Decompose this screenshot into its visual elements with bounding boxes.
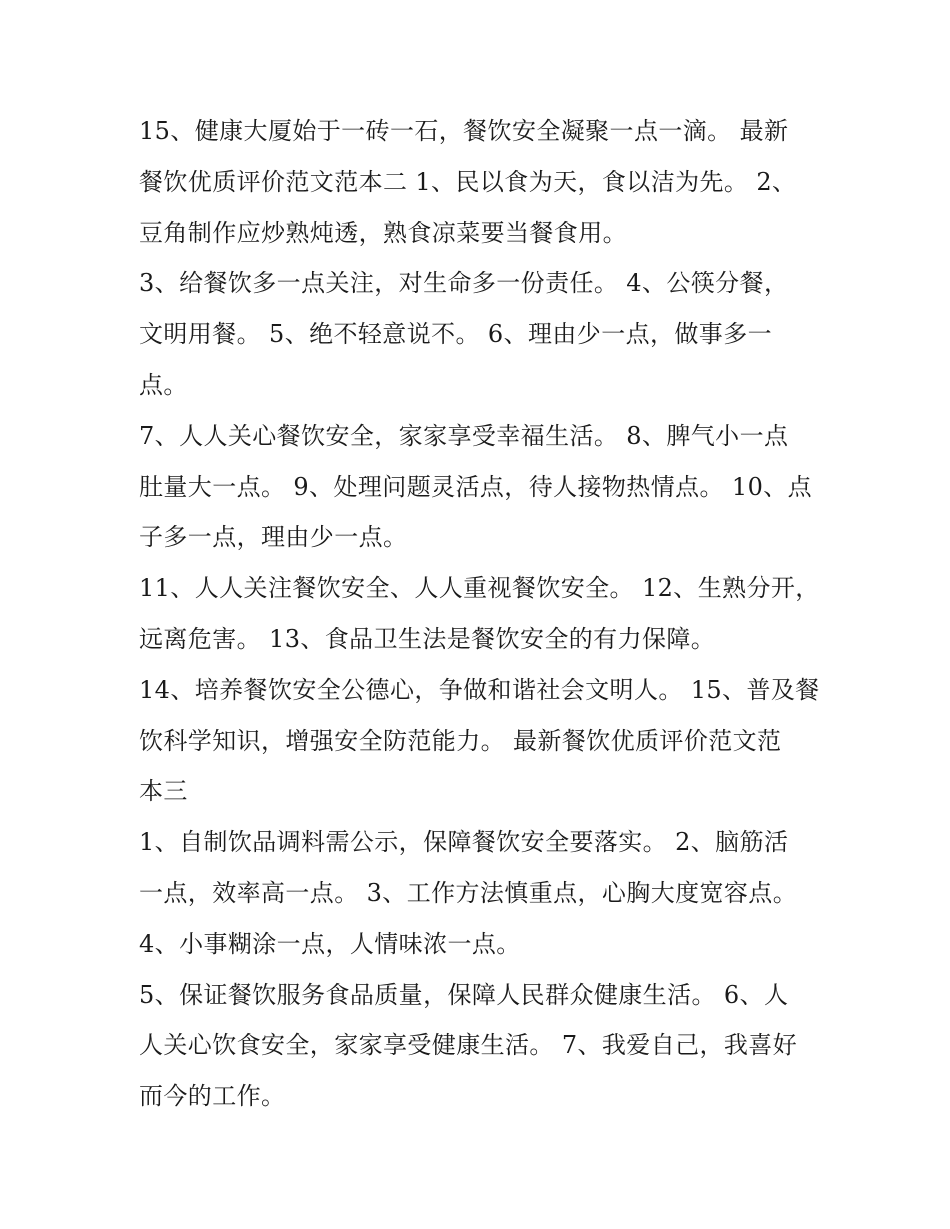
text-line: 餐饮优质评价范文范本二 1、民以食为天，食以洁为先。 2、 [139, 167, 797, 196]
text-line: 15、健康大厦始于一砖一石，餐饮安全凝聚一点一滴。 最新 [139, 117, 789, 145]
text-line: 人关心饮食安全，家家享受健康生活。 7、我爱自己，我喜好 [139, 1031, 798, 1060]
text-line: 豆角制作应炒熟炖透，熟食凉菜要当餐食用。 [139, 218, 627, 247]
text-line: 14、培养餐饮安全公德心，争做和谐社会文明人。 15、普及餐 [139, 675, 820, 704]
text-line: 文明用餐。 5、绝不轻意说不。 6、理由少一点，做事多一 [139, 320, 772, 349]
text-line: 本三 [139, 777, 188, 806]
text-line: 子多一点，理由少一点。 [139, 523, 408, 552]
text-line: 远离危害。 13、食品卫生法是餐饮安全的有力保障。 [139, 624, 716, 653]
paragraph-6 [139, 817, 819, 969]
text-line: 而今的工作。 [139, 1082, 286, 1111]
paragraph-7 [139, 970, 819, 1122]
paragraph-1 [139, 106, 819, 258]
text-line: 点。 [139, 370, 188, 399]
text-line: 5、保证餐饮服务食品质量，保障人民群众健康生活。 6、人 [139, 980, 789, 1009]
text-line: 1、自制饮品调料需公示，保障餐饮安全要落实。 2、脑筋活 [139, 828, 789, 857]
text-line: 饮科学知识，增强安全防范能力。 最新餐饮优质评价范文范 [139, 726, 782, 755]
text-line: 肚量大一点。 9、处理问题灵活点，待人接物热情点。 10、点 [139, 472, 813, 501]
text-line: 7、人人关心餐饮安全，家家享受幸福生活。 8、脾气小一点 [139, 421, 789, 450]
text-line: 一点，效率高一点。 3、工作方法慎重点，心胸大度宽容点。 [139, 878, 798, 907]
paragraph-3 [139, 411, 819, 563]
paragraph-4 [139, 563, 819, 665]
text-line: 4、小事糊涂一点，人情味浓一点。 [139, 929, 521, 958]
text-line: 11、人人关注餐饮安全、人人重视餐饮安全。 12、生熟分开， [139, 574, 820, 603]
text-line: 3、给餐饮多一点关注，对生命多一份责任。 4、公筷分餐， [139, 269, 789, 298]
paragraph-2 [139, 258, 819, 410]
paragraph-5 [139, 665, 819, 817]
document-body [139, 106, 819, 1122]
